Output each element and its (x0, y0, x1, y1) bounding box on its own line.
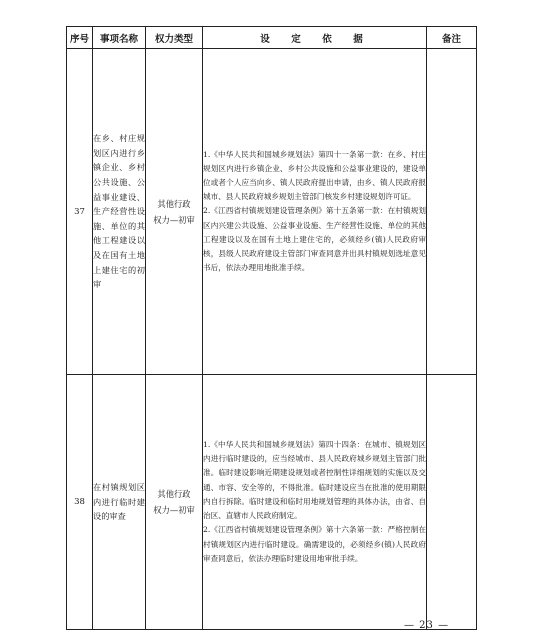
basis-paragraph-2: 2.《江西省村镇规划建设管理条例》第十六条第一款：严格控制在村镇规划区内进行临时建设。确需建设的，必须经乡(镇)人民政府审查同意后，依法办理临时建设用地审批手续。 (203, 525, 426, 563)
authority-table (66, 26, 477, 630)
row-seq: 37 (67, 49, 93, 375)
row-remarks (427, 49, 477, 375)
row-power-type (146, 375, 203, 630)
header-power-type: 权力类型 (146, 27, 203, 49)
row-power-type (146, 49, 203, 375)
basis-paragraph-1: 1.《中华人民共和国城乡规划法》第四十一条第一款：在乡、村庄规划区内进行乡镇企业、乡村公共设施和公益事业建设的，建设单位或者个人应当向乡、镇人民政府提出申请，由乡、镇人民政府报城市、县人民政府城乡规划主管部门核发乡村建设规划许可证。 (203, 149, 426, 202)
header-item-name: 事项名称 (93, 27, 146, 49)
basis-paragraph-2: 2.《江西省村镇规划建设管理条例》第十五条第一款：在村镇规划区内兴建公共设施、公益事业设施、生产经营性设施、单位的其他工程建设以及在国有土地上建住宅的，必须经乡(镇)人民政府审核，县级人民政府建设主管部门审查同意并出具村镇规划选址意见书后，依法办理用地批准手续。 (203, 206, 426, 273)
table-row (67, 375, 477, 630)
row-item-name (93, 49, 146, 375)
header-seq: 序号 (67, 27, 93, 49)
power-type-line2: 权力—初审 (153, 214, 195, 225)
row-basis (203, 375, 427, 630)
basis-paragraph-1: 1.《中华人民共和国城乡规划法》第四十四条：在城市、镇规划区内进行临时建设的，应当经城市、县人民政府城乡规划主管部门批准。临时建设影响近期建设规划或者控制性详细规划的实施以及交通、市容、安全等的，不得批准。临时建设应当在批准的使用期限内自行拆除。临时建设和临时用地规划管理的具体办法，由省、自治区、直辖市人民政府制定。 (203, 440, 426, 521)
row-basis (203, 49, 427, 375)
power-type-line1: 其他行政 (157, 198, 191, 209)
item-name-text: 在乡、村庄规划区内进行乡镇企业、乡村公共设施、公益事业建设、生产经营性设施、单位的其他工程建设以及在国有土地上建住宅的初审 (93, 133, 145, 290)
row-seq: 38 (67, 375, 93, 630)
table-header-row (67, 27, 477, 49)
power-type-line1: 其他行政 (157, 489, 191, 499)
item-name-text: 在村镇规划区内进行临时建设的审查 (93, 482, 145, 522)
table-row (67, 49, 477, 375)
row-item-name (93, 375, 146, 630)
page-number: — 23 — (404, 620, 450, 631)
row-remarks (427, 375, 477, 630)
power-type-line2: 权力—初审 (153, 505, 195, 515)
header-remarks: 备注 (427, 27, 477, 49)
header-basis: 设 定 依 据 (203, 27, 427, 49)
